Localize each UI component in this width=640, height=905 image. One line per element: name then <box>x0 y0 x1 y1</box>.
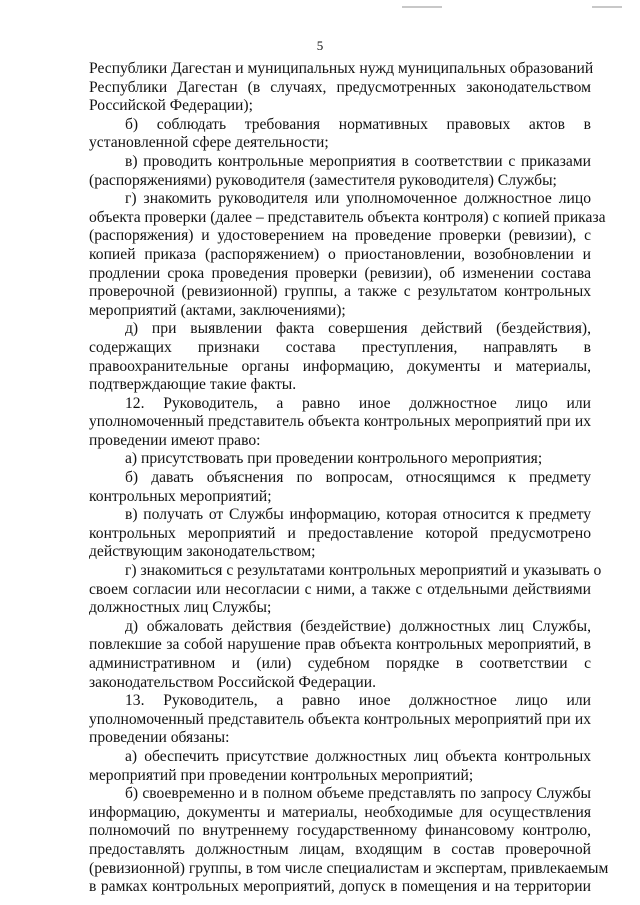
text-line: копией приказа (распоряжением) о приостановлении, возобновлении и <box>89 245 591 263</box>
text-line: б) давать объяснения по вопросам, относящимся к предмету <box>125 469 591 487</box>
text-line: Республики Дагестан и муниципальных нужд муниципальных образований <box>89 60 594 77</box>
text-line: Российской Федерации); <box>89 97 253 115</box>
text-line: информацию, документы и материалы, необходимые для осуществления <box>89 803 591 821</box>
text-line: а) присутствовать при проведении контрольного мероприятия; <box>125 450 543 468</box>
text-line: содержащих признаки состава преступления, направлять в <box>89 338 591 356</box>
page-number: 5 <box>316 38 324 53</box>
text-line: проверочной (ревизионной) группы, а также с результатом контрольных <box>89 283 591 301</box>
text-line: законодательством Российской Федерации. <box>89 673 376 691</box>
text-line: действующим законодательством; <box>89 543 316 561</box>
text-line: продлении срока проведения проверки (ревизии), об изменении состава <box>89 264 591 282</box>
document-body <box>89 60 609 897</box>
scan-artifact <box>402 6 442 8</box>
text-line: проведении обязаны: <box>89 729 230 747</box>
text-line: в) получать от Службы информацию, которая относится к предмету <box>125 506 591 524</box>
text-line: д) при выявлении факта совершения действий (бездействия), <box>125 320 591 338</box>
text-line: объекта проверки (далее – представитель объекта контроля) с копией приказа <box>89 208 606 226</box>
text-line: полномочий по внутреннему государственному финансовому контролю, <box>89 822 591 840</box>
text-line: своем согласии или несогласии с ними, а также с отдельными действиями <box>89 580 591 598</box>
text-line: мероприятий при проведении контрольных мероприятий; <box>89 766 474 784</box>
text-line: г) знакомить руководителя или уполномоченное должностное лицо <box>125 190 591 208</box>
text-line: а) обеспечить присутствие должностных лиц объекта контрольных <box>125 747 591 765</box>
text-line: г) знакомиться с результатами контрольных мероприятий и указывать о <box>125 562 602 580</box>
text-line: уполномоченный представитель объекта контрольных мероприятий при их <box>89 413 591 431</box>
text-line: подтверждающие такие факты. <box>89 376 297 394</box>
text-line: д) обжаловать действия (бездействие) должностных лиц Службы, <box>125 617 591 635</box>
text-line: (распоряжения) и удостоверением на проведение проверки (ревизии), с <box>89 227 591 245</box>
text-line: повлекшие за собой нарушение прав объекта контрольных мероприятий, в <box>89 636 591 654</box>
text-line: (ревизионной) группы, в том числе специалистам и экспертам, привлекаемым <box>89 859 609 877</box>
text-line: правоохранительные органы информацию, документы и материалы, <box>89 357 591 375</box>
text-line: должностных лиц Службы; <box>89 599 272 617</box>
text-line: 12. Руководитель, а равно иное должностное лицо или <box>125 394 591 412</box>
text-line: контрольных мероприятий; <box>89 487 272 505</box>
text-line: б) своевременно и в полном объеме представлять по запросу Службы <box>125 785 591 803</box>
text-line: проведении имеют право: <box>89 431 261 449</box>
text-line: 13. Руководитель, а равно иное должностное лицо или <box>125 692 591 710</box>
text-line: мероприятий (актами, заключениями); <box>89 301 346 319</box>
text-line: уполномоченный представитель объекта контрольных мероприятий при их <box>89 710 591 728</box>
text-line: (распоряжениями) руководителя (заместителя руководителя) Службы; <box>89 171 557 189</box>
text-line: установленной сфере деятельности; <box>89 134 329 152</box>
text-line: административном и (или) судебном порядке в соответствии с <box>89 655 591 672</box>
text-line: б) соблюдать требования нормативных правовых актов в <box>125 115 591 133</box>
text-line: предоставлять должностным лицам, входящим в состав проверочной <box>89 840 591 858</box>
scan-artifact <box>592 6 622 8</box>
text-line: контрольных мероприятий и предоставление которой предусмотрено <box>89 524 591 542</box>
text-line: в рамках контрольных мероприятий, допуск в помещения и на территории <box>89 878 591 896</box>
text-line: в) проводить контрольные мероприятия в соответствии с приказами <box>125 152 591 170</box>
text-line: Республики Дагестан (в случаях, предусмотренных законодательством <box>89 78 591 96</box>
